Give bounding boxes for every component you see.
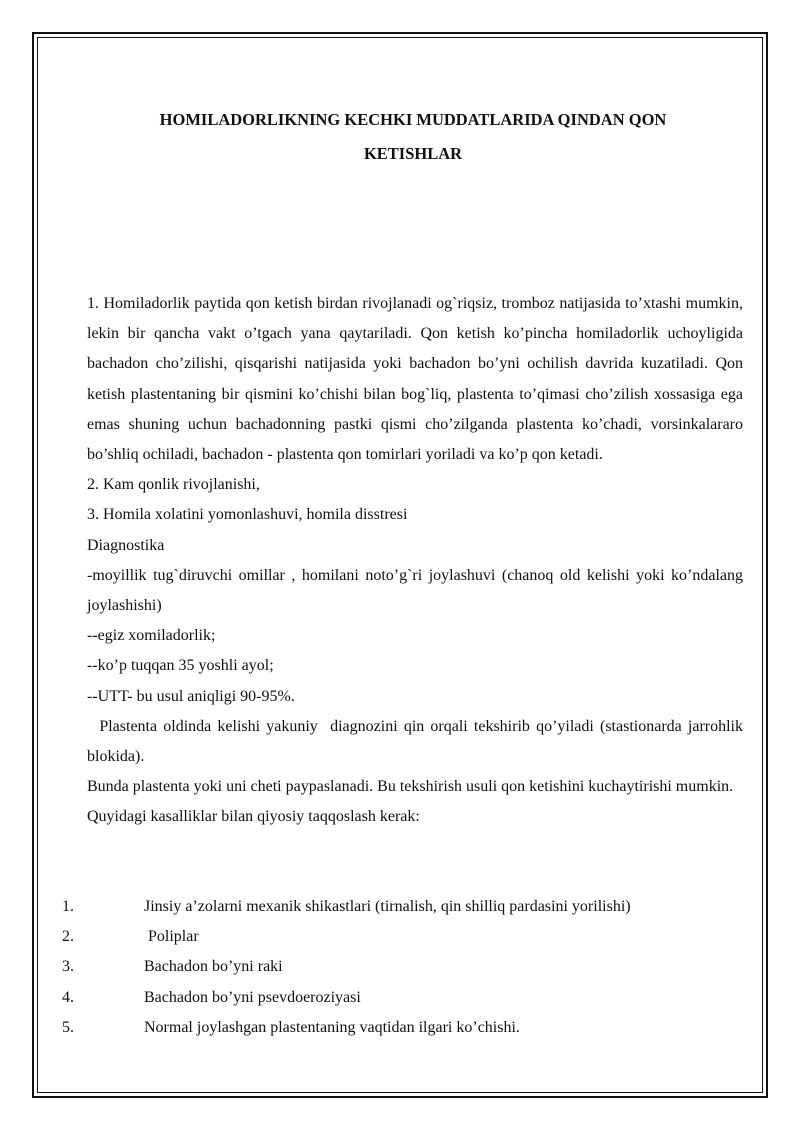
differential-diagnosis-list: [0, 892, 800, 1043]
list-item-number: 5.: [62, 1018, 74, 1036]
paragraph-palpation: Bunda plastenta yoki uni cheti paypaslanadi. Bu tekshirish usuli qon ketishini kuchaytirishi mumkin.: [87, 778, 734, 796]
list-item: [0, 1013, 800, 1043]
list-item-number: 3.: [62, 958, 74, 976]
paragraph-anemia: 2. Kam qonlik rivojlanishi,: [87, 476, 260, 494]
title-line-2: KETISHLAR: [363, 144, 463, 163]
list-item-text: Bachadon bo’yni raki: [144, 958, 283, 976]
paragraph-twins: --egiz xomiladorlik;: [87, 627, 216, 645]
paragraph-bleeding-description: 1. Homiladorlik paytida qon ketish birdan rivojlanadi og`riqsiz, tromboz natijasida to’xtashi mumkin, lekin bir qancha vakt o’tgach yana qaytariladi. Qon ketish ko’pincha homiladorlik uchoyligida bachadon cho’zilishi, qisqarishi natijasida yoki bachadon bo’yni ochilish davrida kuzatiladi. Qon ketish plastentaning bir qismini ko’chishi bilan bog`liq, plastenta to’qimasi cho’zilish xossasiga ega emas shuning uchun bachadonning pastki qismi cho’zilganda plastenta ko’chadi, vorsinkalararo bo’shliq ochiladi, bachadon - plastenta qon tomirlari yoriladi va ko’p qon ketadi.: [87, 295, 743, 464]
document-title: [110, 103, 716, 171]
paragraph-fetal-distress: 3. Homila xolatini yomonlashuvi, homila disstresi: [87, 506, 408, 524]
list-item-number: 4.: [62, 988, 74, 1006]
paragraph-final-diagnosis: Plastenta oldinda kelishi yakuniy diagnozini qin orqali tekshirib qo’yiladi (stastionarda jarrohlik blokida).: [87, 717, 748, 766]
paragraph-differential-intro: Quyidagi kasalliklar bilan qiyosiy taqqoslash kerak:: [87, 808, 420, 826]
list-item-number: 2.: [62, 928, 74, 946]
paragraph-ultrasound: --UTT- bu usul aniqligi 90-95%.: [87, 687, 295, 705]
list-item-text: Bachadon bo’yni psevdoeroziyasi: [144, 988, 361, 1006]
list-item: [0, 892, 800, 922]
list-item: [0, 952, 800, 982]
paragraph-risk-factors: -moyillik tug`diruvchi omillar , homilani noto’g`ri joylashuvi (chanoq old kelishi yoki ko’ndalang joylashishi): [87, 566, 743, 615]
title-line-1: HOMILADORLIKNING KECHKI MUDDATLARIDA QINDAN QON: [159, 110, 667, 129]
paragraph-multiparous: --ko’p tuqqan 35 yoshli ayol;: [87, 657, 274, 675]
list-item-number: 1.: [62, 898, 74, 915]
list-item-text: Jinsiy a’zolarni mexanik shikastlari (tirnalish, qin shilliq pardasini yorilishi): [144, 898, 631, 915]
document-body: [87, 289, 748, 833]
list-item-text: Poliplar: [148, 928, 199, 946]
list-item: [0, 922, 800, 952]
section-heading-diagnostics: Diagnostika: [87, 536, 165, 554]
list-item-text: Normal joylashgan plastentaning vaqtidan ilgari ko’chishi.: [144, 1018, 520, 1036]
list-item: [0, 983, 800, 1013]
